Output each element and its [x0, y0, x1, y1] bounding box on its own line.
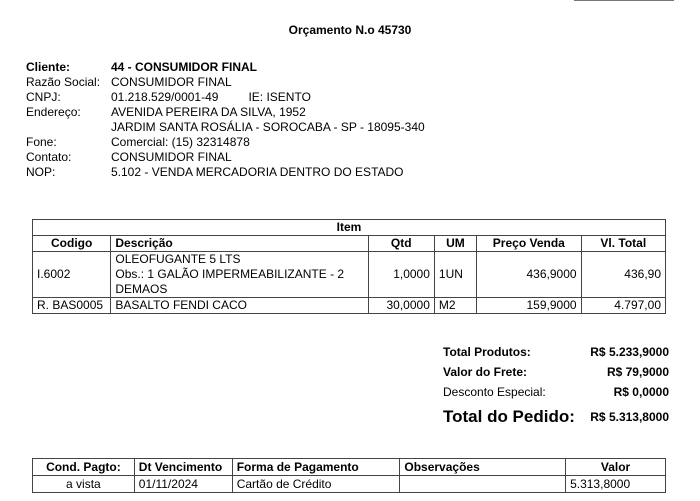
cliente-value: 44 - CONSUMIDOR FINAL [111, 60, 258, 74]
total-produtos-value: R$ 5.233,9000 [590, 345, 669, 359]
pay-obs [400, 476, 566, 493]
col-valor: Valor [566, 459, 666, 476]
contato-label: Contato: [26, 150, 72, 164]
col-descricao: Descrição [111, 236, 368, 252]
desconto-value: R$ 0,0000 [613, 385, 669, 399]
pay-cond: a vista [33, 476, 135, 493]
item-qtd: 1,0000 [368, 252, 434, 298]
cliente-row [26, 60, 425, 75]
ie-value: IE: ISENTO [248, 90, 311, 104]
razao-value: CONSUMIDOR FINAL [111, 75, 232, 89]
pay-forma: Cartão de Crédito [232, 476, 400, 493]
frete-row [443, 365, 669, 385]
item-desc-line: OLEOFUGANTE 5 LTS [115, 252, 241, 266]
item-preco: 159,9000 [477, 298, 581, 314]
nop-row [26, 165, 425, 180]
desconto-row [443, 385, 669, 405]
item-total: 4.797,00 [581, 298, 665, 314]
col-preco: Preço Venda [477, 236, 581, 252]
item-codigo: I.6002 [33, 252, 111, 298]
frete-label: Valor do Frete: [443, 365, 528, 379]
item-desc-line: DEMAOS [115, 282, 168, 296]
nop-value: 5.102 - VENDA MERCADORIA DENTRO DO ESTADO [111, 165, 404, 179]
cnpj-row [26, 90, 425, 105]
nop-label: NOP: [26, 165, 56, 179]
item-um: 1UN [434, 252, 476, 298]
total-pedido-label: Total do Pedido: [443, 407, 575, 426]
page-title: Orçamento N.o 45730 [288, 23, 412, 37]
endereco-line-2: JARDIM SANTA ROSÁLIA - SOROCABA - SP - 18095-340 [111, 120, 425, 134]
col-forma-pagamento: Forma de Pagamento [232, 459, 400, 476]
contato-row [26, 150, 425, 165]
contato-value: CONSUMIDOR FINAL [111, 150, 232, 164]
cnpj-label: CNPJ: [26, 90, 61, 104]
cliente-label: Cliente: [26, 60, 71, 74]
razao-label: Razão Social: [26, 75, 101, 89]
frete-value: R$ 79,9000 [606, 365, 669, 379]
item-descricao: BASALTO FENDI CACO [111, 298, 368, 314]
item-codigo: R. BAS0005 [33, 298, 111, 314]
total-pedido-value: R$ 5.313,8000 [590, 410, 669, 424]
items-header: Item [33, 220, 666, 236]
table-row [33, 476, 666, 493]
cnpj-value: 01.218.529/0001-49 [111, 90, 219, 104]
razao-row [26, 75, 425, 90]
col-cond-pagto: Cond. Pagto: [33, 459, 135, 476]
items-table [32, 219, 666, 314]
col-um: UM [434, 236, 476, 252]
col-codigo: Codigo [33, 236, 111, 252]
payment-table [32, 458, 666, 493]
top-rule [574, 0, 674, 1]
endereco-label: Endereço: [26, 105, 81, 119]
total-produtos-row [443, 345, 669, 365]
col-dt-vencimento: Dt Vencimento [134, 459, 232, 476]
endereco-row-2 [26, 120, 425, 135]
endereco-line-1: AVENIDA PEREIRA DA SILVA, 1952 [111, 105, 306, 119]
fone-label: Fone: [26, 135, 57, 149]
pay-vencimento: 01/11/2024 [134, 476, 232, 493]
item-preco: 436,9000 [477, 252, 581, 298]
fone-value: Comercial: (15) 32314878 [111, 135, 250, 149]
total-pedido-row [443, 407, 669, 431]
item-desc-line: Obs.: 1 GALÃO IMPERMEABILIZANTE - 2 [115, 267, 345, 281]
col-qtd: Qtd [368, 236, 434, 252]
item-um: M2 [434, 298, 476, 314]
fone-row [26, 135, 425, 150]
col-total: Vl. Total [581, 236, 665, 252]
endereco-row [26, 105, 425, 120]
customer-info [26, 60, 425, 180]
pay-valor: 5.313,8000 [566, 476, 666, 493]
item-total: 436,90 [581, 252, 665, 298]
desconto-label: Desconto Especial: [443, 385, 546, 399]
total-produtos-label: Total Produtos: [443, 345, 531, 359]
col-observacoes: Observações [400, 459, 566, 476]
table-row [33, 298, 666, 314]
table-row [33, 252, 666, 298]
item-descricao [111, 252, 368, 298]
totals-block [443, 345, 669, 431]
item-qtd: 30,0000 [368, 298, 434, 314]
